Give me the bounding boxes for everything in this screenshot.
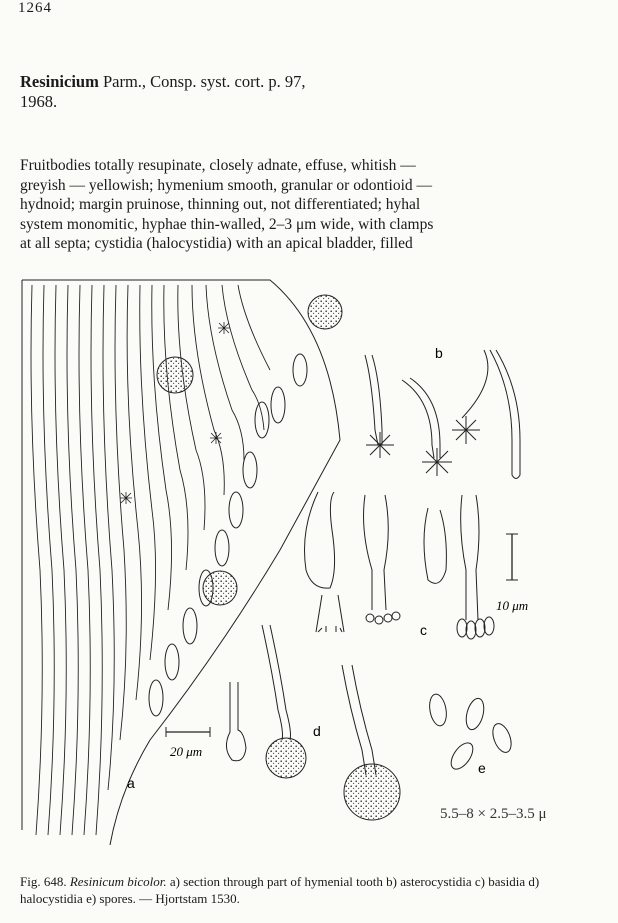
- asterocystidia-drawings: [365, 350, 520, 479]
- description-line: hydnoid; margin pruinose, thinning out, not differentiated; hyhal: [20, 196, 421, 213]
- genus-name: Resinicium: [20, 72, 99, 91]
- label-c: c: [420, 622, 427, 638]
- description-line: at all septa; cystidia (halocystidia) with an apical bladder, filled: [20, 235, 413, 252]
- scale-20um: 20 μm: [170, 744, 203, 759]
- description-line: Fruitbodies totally resupinate, closely adnate, effuse, whitish —: [20, 157, 416, 174]
- scale-10um: 10 μm: [496, 598, 529, 613]
- genus-description: [20, 156, 600, 254]
- genus-heading: [20, 72, 400, 112]
- caption-fig-number: Fig. 648.: [20, 874, 67, 889]
- basidia-drawings: [305, 492, 519, 639]
- figure-caption: [20, 873, 600, 907]
- label-b: b: [435, 345, 443, 361]
- genus-year: 1968.: [20, 92, 58, 111]
- caption-species: Resinicum bicolor.: [69, 874, 167, 889]
- page-number: 1264: [18, 0, 52, 16]
- halocystidia-drawings: [166, 625, 400, 820]
- spore-size-note: 5.5–8 × 2.5–3.5 μ: [440, 806, 547, 822]
- description-line: system monomitic, hyphae thin-walled, 2–3 μm wide, with clamps: [20, 215, 434, 233]
- label-a: a: [127, 775, 135, 791]
- description-line: greyish — yellowish; hymenium smooth, granular or odontioid —: [20, 176, 432, 194]
- hyphae-bundle: [31, 285, 270, 835]
- genus-citation: Parm., Consp. syst. cort. p. 97,: [102, 72, 306, 91]
- caption-text: a) section through part of hymenial tooth b) asterocystidia c) basidia d) halocystidia e) spores. — Hjortstam 1530.: [20, 874, 540, 906]
- hymenium-basidia: [149, 354, 307, 716]
- spores-drawings: [427, 693, 514, 773]
- figure-648: [0, 270, 618, 860]
- figure-drawing: [0, 270, 618, 860]
- label-e: e: [478, 760, 486, 776]
- label-d: d: [313, 723, 321, 739]
